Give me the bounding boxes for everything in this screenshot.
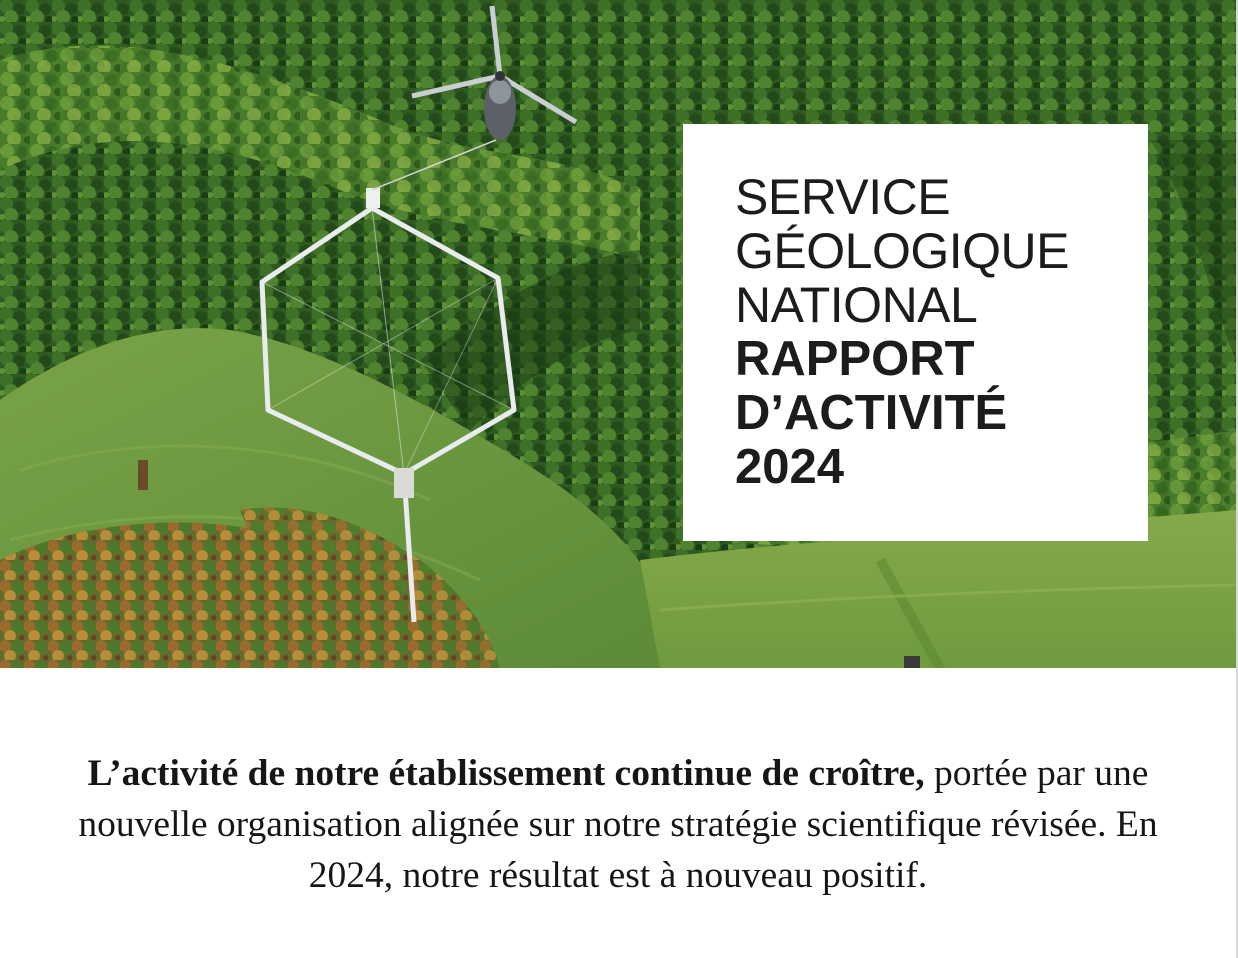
- title-line-geologique: GÉOLOGIQUE: [735, 223, 1069, 279]
- intro-bold-text: L’activité de notre établissement continue de croître,: [87, 753, 925, 794]
- intro-regular-text: portée par une nouvelle organisation alignée sur notre stratégie scientifique révisée. En 2024, notre résultat est à nouveau positif.: [78, 753, 1158, 896]
- report-title: [735, 170, 1069, 494]
- title-line-year: 2024: [735, 440, 845, 494]
- report-title-card: [683, 124, 1148, 541]
- title-line-activite: D’ACTIVITÉ: [735, 386, 1008, 440]
- title-line-service: SERVICE: [735, 169, 951, 225]
- title-line-national: NATIONAL: [735, 277, 978, 333]
- intro-paragraph: [70, 748, 1166, 901]
- title-line-rapport: RAPPORT: [735, 332, 975, 386]
